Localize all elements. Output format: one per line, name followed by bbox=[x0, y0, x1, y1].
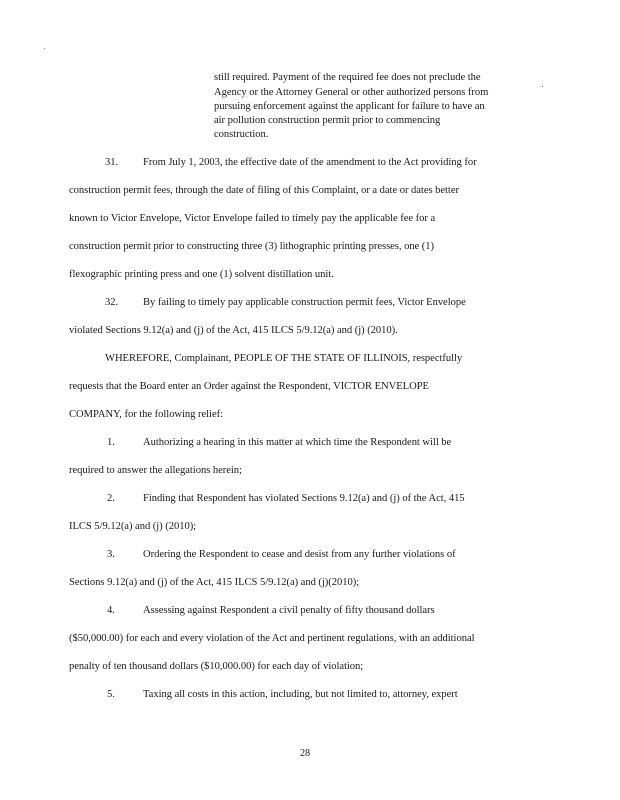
paragraph-line: COMPANY, for the following relief: bbox=[69, 409, 223, 420]
block-quote-line: Agency or the Attorney General or other authorized persons from bbox=[214, 87, 489, 98]
relief-number: 5. bbox=[107, 689, 115, 700]
block-quote-line: pursuing enforcement against the applicant for failure to have an bbox=[214, 101, 485, 112]
paragraph-line: ($50,000.00) for each and every violation of the Act and pertinent regulations, with an additional bbox=[69, 633, 475, 644]
relief-first-line: Finding that Respondent has violated Sections 9.12(a) and (j) of the Act, 415 bbox=[143, 493, 465, 504]
block-quote-line: air pollution construction permit prior to commencing bbox=[214, 115, 441, 126]
scan-speck bbox=[44, 48, 45, 49]
paragraph-first-line: By failing to timely pay applicable construction permit fees, Victor Envelope bbox=[143, 297, 466, 308]
relief-number: 1. bbox=[107, 437, 115, 448]
paragraph-line: Sections 9.12(a) and (j) of the Act, 415 ILCS 5/9.12(a) and (j)(2010); bbox=[69, 577, 360, 588]
block-quote-line: still required. Payment of the required fee does not preclude the bbox=[214, 72, 481, 83]
paragraph-line: requests that the Board enter an Order against the Respondent, VICTOR ENVELOPE bbox=[69, 381, 429, 392]
relief-first-line: Authorizing a hearing in this matter at which time the Respondent will be bbox=[143, 437, 452, 448]
paragraph-line: construction permit fees, through the date of filing of this Complaint, or a date or dates better bbox=[69, 185, 459, 196]
paragraph-number: 31. bbox=[105, 157, 119, 168]
paragraph-line: violated Sections 9.12(a) and (j) of the Act, 415 ILCS 5/9.12(a) and (j) (2010). bbox=[69, 325, 398, 336]
paragraph-line: known to Victor Envelope, Victor Envelope failed to timely pay the applicable fee for a bbox=[69, 213, 436, 224]
paragraph-line: ILCS 5/9.12(a) and (j) (2010); bbox=[69, 521, 197, 532]
block-quote-line: construction. bbox=[214, 129, 269, 140]
relief-number: 4. bbox=[107, 605, 115, 616]
relief-number: 3. bbox=[107, 549, 115, 560]
paragraph-number: 32. bbox=[105, 297, 119, 308]
paragraph-first-line: From July 1, 2003, the effective date of the amendment to the Act providing for bbox=[143, 157, 477, 168]
paragraph-line: flexographic printing press and one (1) solvent distillation unit. bbox=[69, 269, 334, 280]
paragraph-line: penalty of ten thousand dollars ($10,000.00) for each day of violation; bbox=[69, 661, 364, 672]
wherefore-first-line: WHEREFORE, Complainant, PEOPLE OF THE STATE OF ILLINOIS, respectfully bbox=[105, 353, 463, 364]
paragraph-line: construction permit prior to constructing three (3) lithographic printing presses, one (1) bbox=[69, 241, 435, 252]
relief-first-line: Ordering the Respondent to cease and desist from any further violations of bbox=[143, 549, 456, 560]
relief-number: 2. bbox=[107, 493, 115, 504]
scan-speck bbox=[542, 86, 543, 87]
relief-first-line: Taxing all costs in this action, including, but not limited to, attorney, expert bbox=[143, 689, 458, 700]
paragraph-line: required to answer the allegations herein; bbox=[69, 465, 242, 476]
relief-first-line: Assessing against Respondent a civil penalty of fifty thousand dollars bbox=[143, 605, 435, 616]
page-number: 28 bbox=[300, 748, 311, 759]
